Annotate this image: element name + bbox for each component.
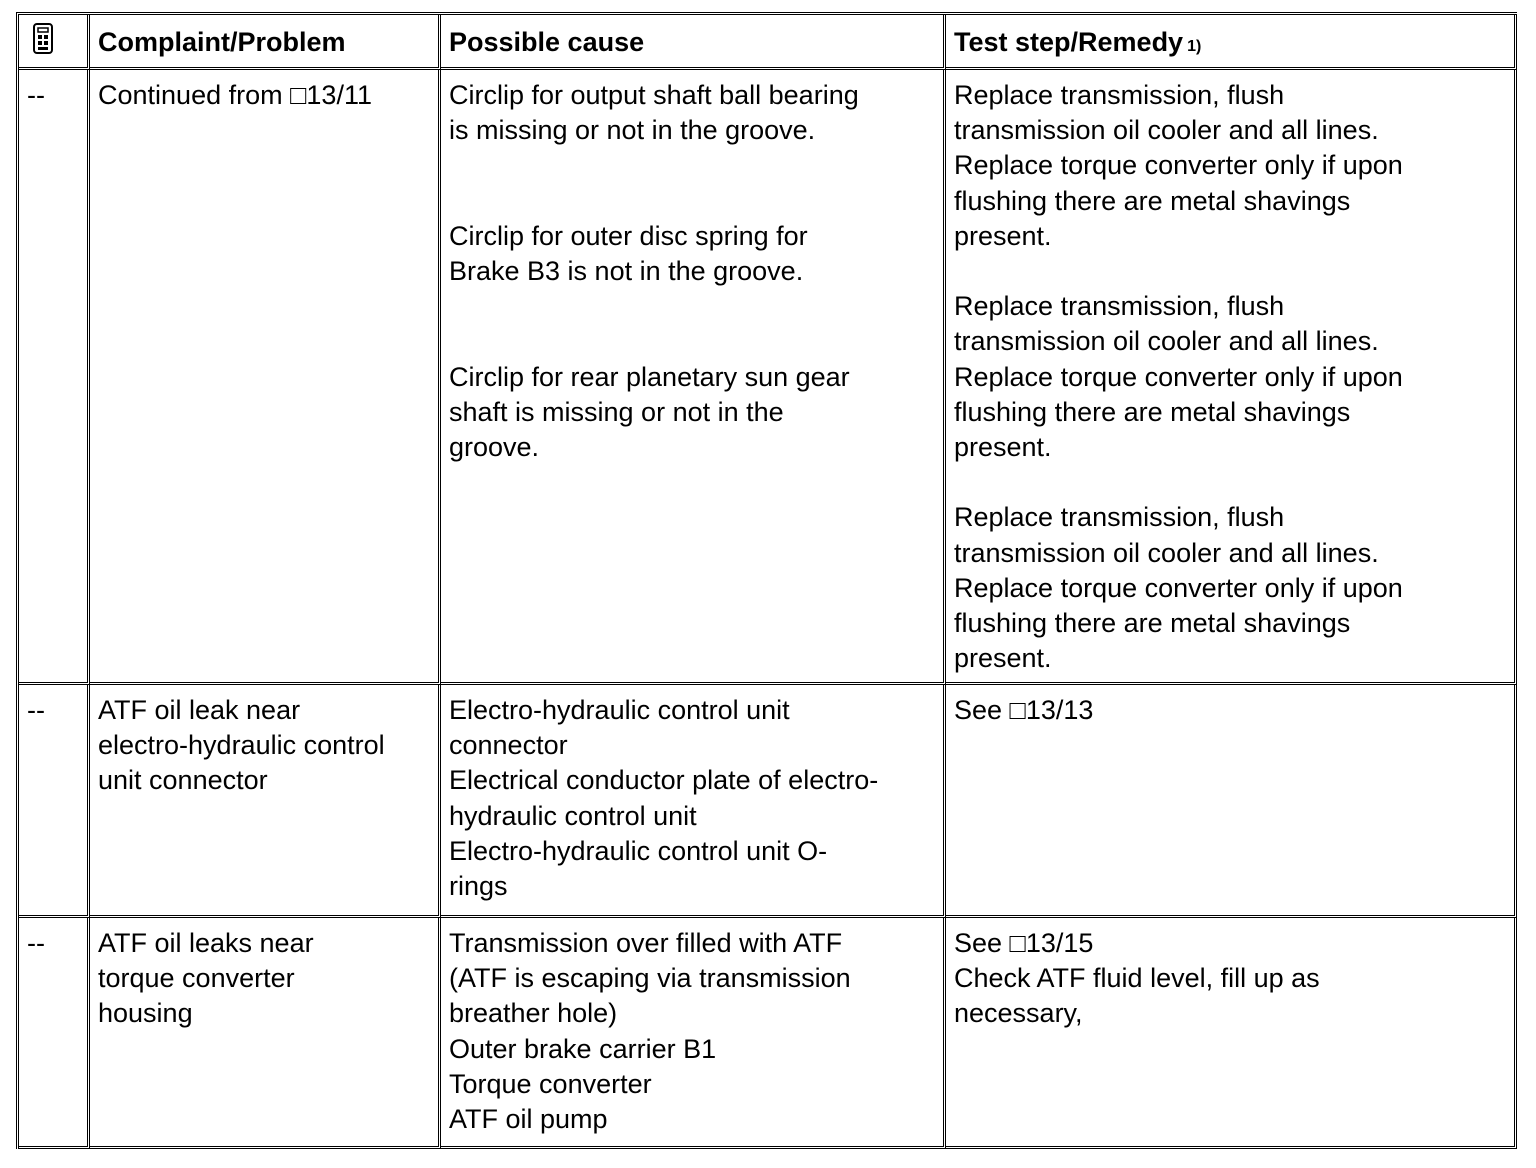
service-book-icon bbox=[31, 23, 87, 55]
header-cause: Possible cause bbox=[441, 15, 946, 70]
header-remedy-label: Test step/Remedy bbox=[954, 27, 1184, 57]
continued-text: Continued from □13/11 bbox=[98, 80, 372, 110]
remedy-line: flushing there are metal shavings bbox=[954, 185, 1351, 216]
cause-line: Circlip for outer disc spring for bbox=[449, 220, 808, 251]
remedy-line: Replace transmission, flush bbox=[954, 291, 1285, 322]
cause-line: shaft is missing or not in the bbox=[449, 396, 784, 427]
remedy-line: flushing there are metal shavings bbox=[954, 396, 1351, 427]
row-marker: -- bbox=[19, 685, 90, 918]
row-marker: -- bbox=[19, 918, 90, 1149]
complaint-line: ATF oil leaks near bbox=[98, 928, 314, 958]
remedy-line: Replace torque converter only if upon bbox=[954, 361, 1403, 392]
remedy-line: present. bbox=[954, 432, 1052, 463]
complaint-line: housing bbox=[98, 998, 193, 1029]
table-row bbox=[19, 70, 1517, 685]
cause-line: hydraulic control unit bbox=[449, 800, 697, 831]
remedy-line: necessary, bbox=[954, 998, 1083, 1029]
remedy-line: Replace torque converter only if upon bbox=[954, 150, 1403, 181]
remedy-line: Check ATF fluid level, fill up as bbox=[954, 963, 1320, 994]
cause-line: Electro-hydraulic control unit bbox=[449, 695, 790, 725]
cause-line: Electro-hydraulic control unit O- bbox=[449, 835, 828, 866]
cause-line: is missing or not in the groove. bbox=[449, 115, 816, 146]
remedy-line: present. bbox=[954, 220, 1052, 251]
table-row bbox=[19, 685, 1517, 918]
cause-line: (ATF is escaping via transmission bbox=[449, 963, 851, 994]
table-row bbox=[19, 918, 1517, 1149]
cause-cell bbox=[441, 70, 946, 685]
header-icon-cell bbox=[19, 15, 90, 70]
remedy-cell bbox=[946, 918, 1517, 1149]
header-remedy bbox=[946, 15, 1517, 70]
cause-line: rings bbox=[449, 871, 508, 902]
cause-line: Transmission over filled with ATF bbox=[449, 928, 843, 958]
remedy-line: transmission oil cooler and all lines. bbox=[954, 326, 1379, 357]
remedy-line: present. bbox=[954, 643, 1052, 674]
diagnosis-table bbox=[16, 12, 1517, 1149]
cause-line: Torque converter bbox=[449, 1068, 652, 1099]
remedy-line: flushing there are metal shavings bbox=[954, 608, 1351, 639]
row-marker: -- bbox=[19, 70, 90, 685]
remedy-cell bbox=[946, 70, 1517, 685]
cause-line: breather hole) bbox=[449, 998, 618, 1029]
cause-line: Circlip for rear planetary sun gear bbox=[449, 361, 850, 392]
remedy-line: Replace torque converter only if upon bbox=[954, 572, 1403, 603]
complaint-line bbox=[98, 78, 430, 113]
header-remedy-footnote: 1) bbox=[1187, 38, 1202, 55]
complaint-cell bbox=[90, 685, 441, 918]
remedy-line: transmission oil cooler and all lines. bbox=[954, 537, 1379, 568]
complaint-cell bbox=[90, 70, 441, 685]
complaint-line: electro-hydraulic control bbox=[98, 730, 385, 761]
complaint-line: ATF oil leak near bbox=[98, 695, 301, 725]
cause-line: Brake B3 is not in the groove. bbox=[449, 255, 804, 286]
cause-cell bbox=[441, 918, 946, 1149]
complaint-line: torque converter bbox=[98, 963, 295, 994]
remedy-line: Replace transmission, flush bbox=[954, 502, 1285, 533]
remedy-line: Replace transmission, flush bbox=[954, 80, 1285, 110]
remedy-line: See □13/15 bbox=[954, 928, 1094, 958]
cause-cell bbox=[441, 685, 946, 918]
remedy-line: transmission oil cooler and all lines. bbox=[954, 115, 1379, 146]
cause-line: ATF oil pump bbox=[449, 1104, 608, 1135]
cause-line: Outer brake carrier B1 bbox=[449, 1033, 717, 1064]
complaint-cell bbox=[90, 918, 441, 1149]
cause-line: Electrical conductor plate of electro- bbox=[449, 765, 879, 796]
complaint-line: unit connector bbox=[98, 765, 268, 796]
cause-line: Circlip for output shaft ball bearing bbox=[449, 80, 859, 110]
header-complaint: Complaint/Problem bbox=[90, 15, 441, 70]
cause-line: groove. bbox=[449, 431, 540, 462]
remedy-cell bbox=[946, 685, 1517, 918]
cause-line: connector bbox=[449, 730, 568, 761]
remedy-line: See □13/13 bbox=[954, 695, 1094, 725]
header-row bbox=[19, 15, 1517, 70]
